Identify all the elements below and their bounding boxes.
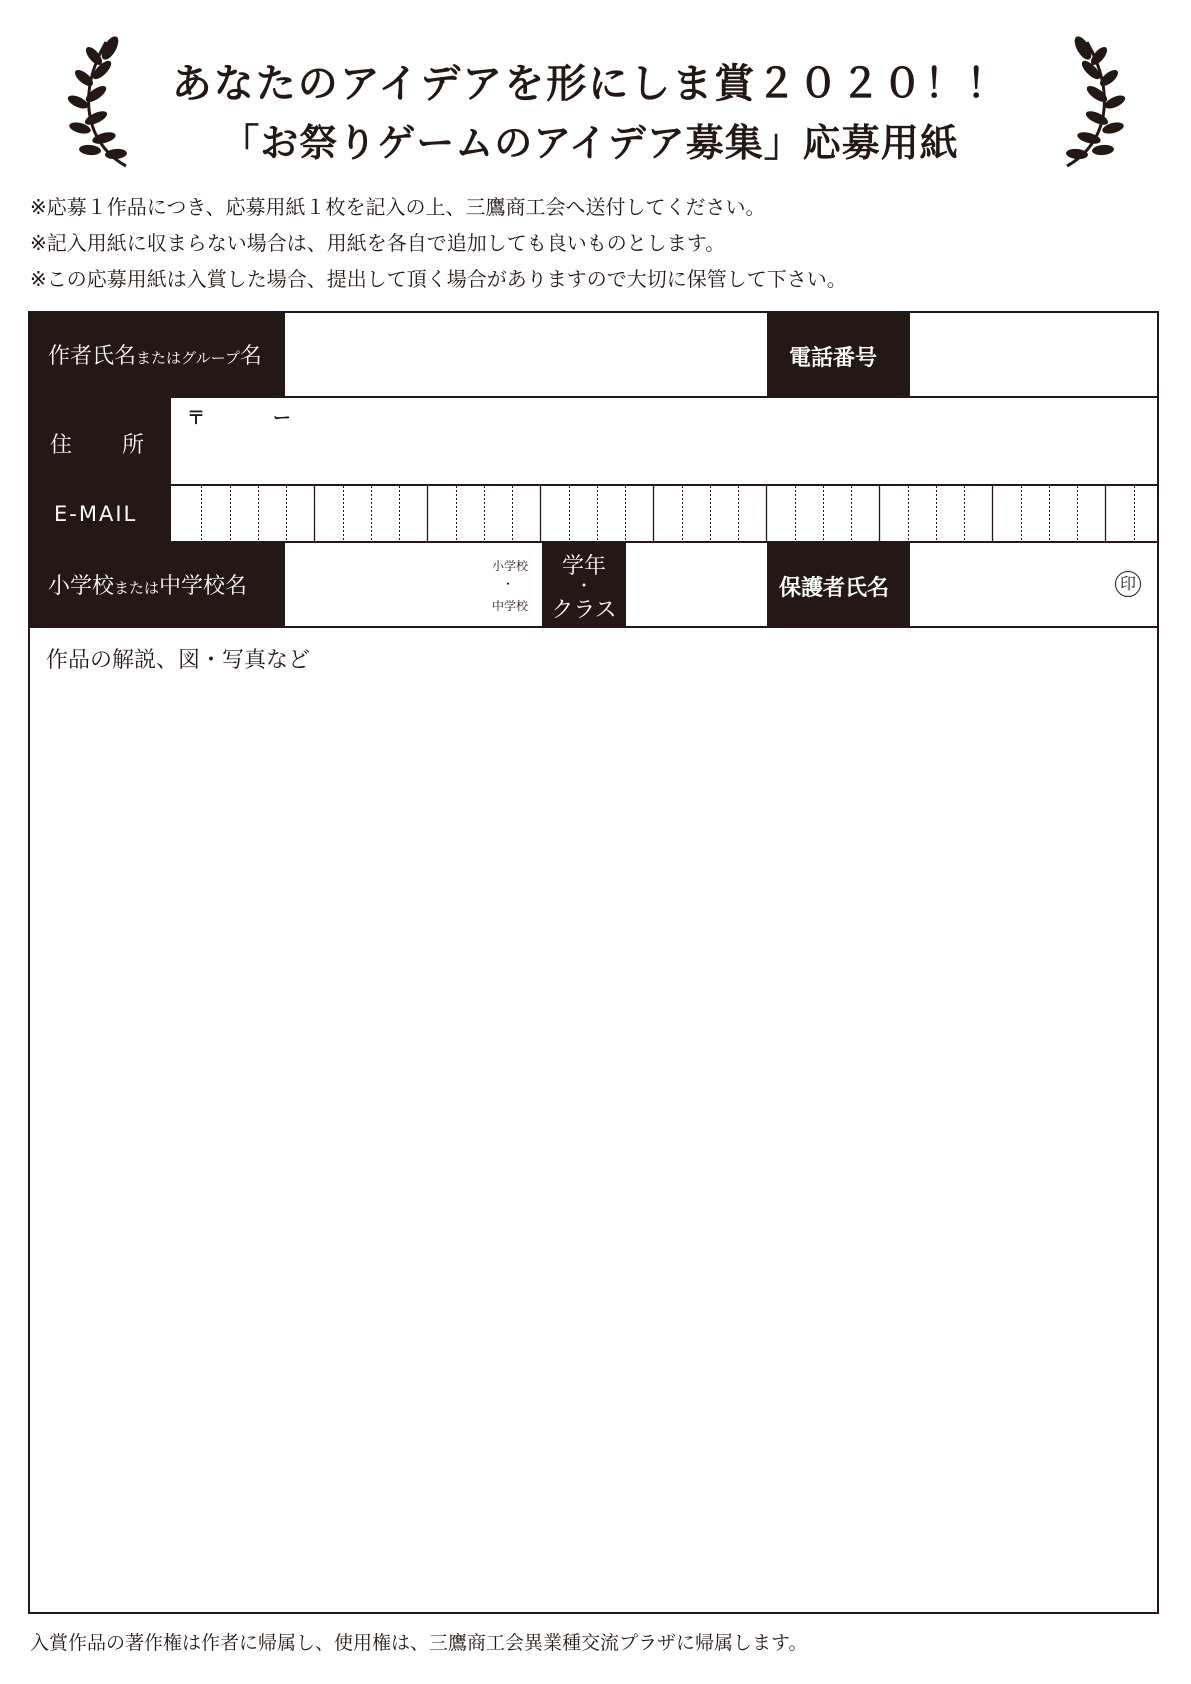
author-label-cell — [30, 313, 285, 396]
phone-field[interactable] — [912, 313, 1157, 396]
note-2: ※記入用紙に収まらない場合は、用紙を各自で追加しても良いものとします。 — [30, 231, 726, 255]
description-label: 作品の解説、図・写真など — [46, 648, 311, 673]
phone-label-cell — [767, 313, 910, 396]
application-form — [28, 311, 1159, 1614]
address-label-2: 所 — [122, 433, 145, 458]
email-char-boxes[interactable] — [173, 486, 1157, 541]
email-label-cell — [30, 486, 171, 541]
email-label: E-MAIL — [54, 502, 138, 526]
school-option-junior[interactable]: 中学校 — [491, 599, 528, 613]
laurel-left-icon — [66, 34, 142, 174]
page-title: あなたのアイデアを形にしま賞２０２０！！ — [171, 61, 1009, 107]
address-label-1: 住 — [50, 433, 73, 458]
description-field[interactable] — [30, 628, 1157, 1612]
grade-class-field[interactable] — [628, 543, 767, 626]
guardian-label: 保護者氏名 — [779, 576, 890, 601]
school-option-separator: ・ — [501, 577, 514, 591]
school-label-cell — [30, 543, 285, 626]
postal-dash: ー — [273, 408, 291, 429]
address-label-cell — [30, 398, 171, 484]
author-name-field[interactable] — [287, 313, 767, 396]
seal-mark: 印 — [1115, 571, 1141, 597]
address-field[interactable] — [173, 398, 1157, 484]
grade-label-2: クラス — [551, 598, 617, 623]
school-option-elementary[interactable]: 小学校 — [491, 559, 528, 573]
guardian-label-cell — [767, 543, 910, 626]
page-subtitle: 「お祭りゲームのアイデア募集」応募用紙 — [221, 121, 959, 165]
laurel-right-icon — [1051, 34, 1127, 174]
postal-mark: 〒 — [187, 408, 205, 429]
author-label: 作者氏名またはグループ名 — [48, 344, 262, 369]
school-label: 小学校または中学校名 — [48, 574, 248, 599]
grade-label-cell — [542, 543, 626, 626]
phone-label: 電話番号 — [789, 346, 878, 371]
grade-label-1: 学年 — [561, 554, 606, 579]
grade-label-dot: ・ — [575, 576, 592, 595]
copyright-notice: 入賞作品の著作権は作者に帰属し、使用権は、三鷹商工会異業種交流プラザに帰属します。 — [30, 1632, 808, 1654]
guardian-name-field[interactable] — [912, 543, 1157, 626]
school-name-field[interactable] — [287, 543, 542, 626]
note-1: ※応募１作品につき、応募用紙１枚を記入の上、三鷹商工会へ送付してください。 — [30, 195, 766, 219]
note-3: ※この応募用紙は入賞した場合、提出して頂く場合がありますので大切に保管して下さい。 — [30, 267, 847, 291]
instructions — [30, 189, 847, 297]
